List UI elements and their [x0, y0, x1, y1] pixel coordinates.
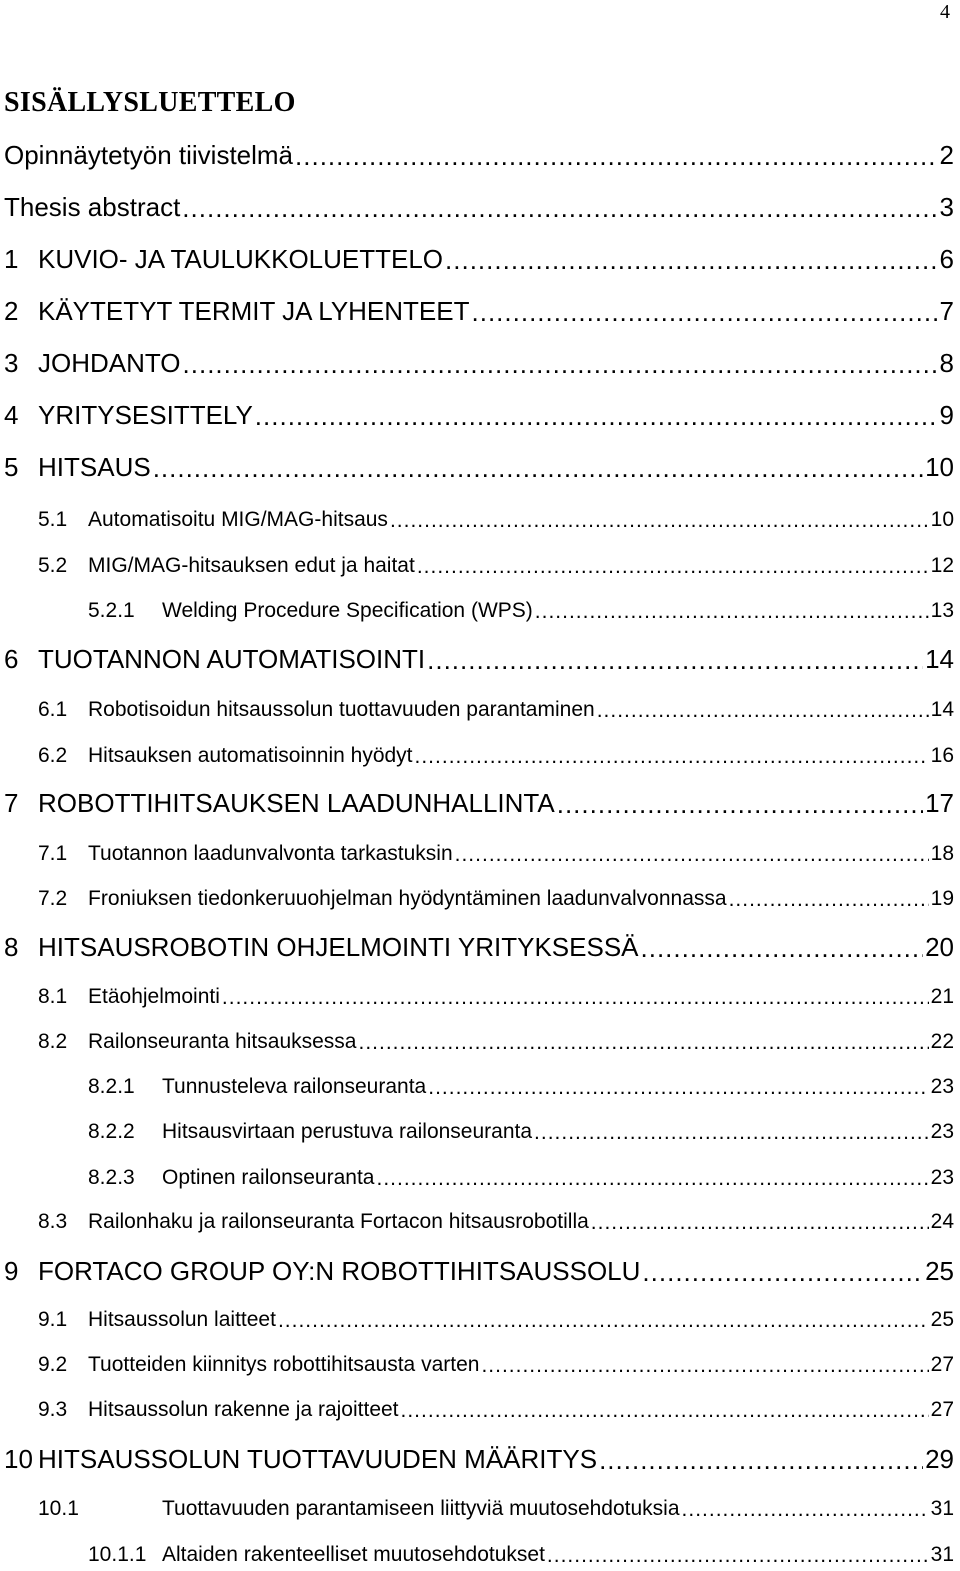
toc-entry-label: ROBOTTIHITSAUKSEN LAADUNHALLINTA: [38, 788, 555, 818]
toc-entry-label: Etäohjelmointi: [88, 985, 220, 1008]
toc-entry[interactable]: [0, 452, 960, 486]
toc-entry[interactable]: [0, 842, 960, 870]
toc-entry[interactable]: [0, 644, 960, 678]
toc-entry[interactable]: [0, 985, 960, 1013]
dot-leader: [222, 986, 929, 1007]
toc-entry-page: 3: [939, 192, 954, 222]
toc-entry-label: KUVIO- JA TAULUKKOLUETTELO: [38, 244, 444, 274]
toc-entry-number: 5.1: [38, 508, 68, 531]
toc-entry-label: KÄYTETYT TERMIT JA LYHENTEET: [38, 296, 470, 326]
dot-leader: [153, 453, 923, 479]
toc-entry-page: 25: [925, 1256, 954, 1286]
dot-leader: [182, 193, 937, 219]
toc-entry-number: 10.1.1: [88, 1543, 147, 1566]
toc-entry-number: 6.2: [38, 744, 68, 767]
toc-entry-number: 10: [4, 1444, 33, 1474]
toc-entry-label: Opinnäytetyön tiivistelmä: [4, 140, 294, 170]
dot-leader: [255, 401, 938, 427]
toc-entry[interactable]: [0, 744, 960, 772]
dot-leader: [597, 699, 929, 720]
toc-entry-label: MIG/MAG-hitsauksen edut ja haitat: [88, 554, 415, 577]
toc-entry-page: 22: [930, 1030, 954, 1053]
dot-leader: [401, 1399, 929, 1420]
toc-entry-number: 3: [4, 348, 19, 378]
toc-entry-page: 31: [930, 1543, 954, 1566]
toc-entry-number: 4: [4, 400, 19, 430]
toc-entry-page: 31: [930, 1497, 954, 1520]
toc-entry-label: Optinen railonseuranta: [162, 1166, 375, 1189]
toc-entry-number: 8.1: [38, 985, 68, 1008]
toc-entry-number: 9: [4, 1256, 19, 1286]
toc-entry[interactable]: [0, 1075, 960, 1103]
toc-entry-number: 9.3: [38, 1398, 68, 1421]
toc-entry-label: Thesis abstract: [4, 192, 181, 222]
toc-entry[interactable]: [0, 296, 960, 330]
dot-leader: [295, 141, 938, 167]
dot-leader: [359, 1031, 929, 1052]
toc-entry-label: Robotisoidun hitsaussolun tuottavuuden parantaminen: [88, 698, 595, 721]
dot-leader: [427, 645, 923, 671]
dot-leader: [445, 245, 938, 271]
toc-entry-number: 5.2.1: [88, 599, 135, 622]
toc-entry[interactable]: [0, 1120, 960, 1148]
dot-leader: [729, 888, 929, 909]
toc-entry-page: 29: [925, 1444, 954, 1474]
toc-entry-page: 23: [930, 1075, 954, 1098]
toc-entry-number: 5.2: [38, 554, 68, 577]
toc-entry-page: 23: [930, 1120, 954, 1143]
toc-entry-number: 9.1: [38, 1308, 68, 1331]
toc-entry-label: Railonseuranta hitsauksessa: [88, 1030, 357, 1053]
dot-leader: [390, 509, 929, 530]
toc-entry[interactable]: [0, 1353, 960, 1381]
toc-entry-number: 8.2.3: [88, 1166, 135, 1189]
dot-leader: [557, 789, 923, 815]
toc-entry-label: Froniuksen tiedonkeruuohjelman hyödyntäminen laadunvalvonnassa: [88, 887, 727, 910]
toc-entry[interactable]: [0, 1398, 960, 1426]
toc-entry-label: Railonhaku ja railonseuranta Fortacon hitsausrobotilla: [88, 1210, 589, 1233]
toc-entry[interactable]: [0, 140, 960, 174]
toc-entry-label: Automatisoitu MIG/MAG-hitsaus: [88, 508, 388, 531]
toc-entry-number: 2: [4, 296, 19, 326]
toc-entry[interactable]: [0, 698, 960, 726]
dot-leader: [599, 1445, 923, 1471]
toc-entry-number: 7.1: [38, 842, 68, 865]
toc-entry-number: 10.1: [38, 1497, 79, 1520]
toc-title: SISÄLLYSLUETTELO: [4, 87, 296, 118]
toc-entry[interactable]: [0, 1543, 960, 1571]
dot-leader: [641, 933, 924, 959]
toc-entry-number: 8.2.1: [88, 1075, 135, 1098]
toc-entry[interactable]: [0, 348, 960, 382]
toc-entry-number: 8.2: [38, 1030, 68, 1053]
toc-entry-page: 25: [930, 1308, 954, 1331]
toc-entry[interactable]: [0, 508, 960, 536]
toc-entry-page: 16: [930, 744, 954, 767]
toc-entry[interactable]: [0, 887, 960, 915]
toc-entry-number: 9.2: [38, 1353, 68, 1376]
toc-entry-label: Hitsausvirtaan perustuva railonseuranta: [162, 1120, 533, 1143]
toc-entry-label: Altaiden rakenteelliset muutosehdotukset: [162, 1543, 545, 1566]
toc-entry-page: 2: [939, 140, 954, 170]
dot-leader: [642, 1257, 923, 1283]
toc-entry-label: HITSAUSROBOTIN OHJELMOINTI YRITYKSESSÄ: [38, 932, 639, 962]
toc-entry-number: 8: [4, 932, 19, 962]
dot-leader: [415, 745, 929, 766]
toc-entry-page: 27: [930, 1398, 954, 1421]
toc-entry-number: 5: [4, 452, 19, 482]
toc-entry-page: 13: [930, 599, 954, 622]
toc-entry-label: Tuotteiden kiinnitys robottihitsausta varten: [88, 1353, 480, 1376]
dot-leader: [455, 843, 929, 864]
toc-entry[interactable]: [0, 244, 960, 278]
toc-entry-page: 8: [939, 348, 954, 378]
toc-entry-label: YRITYSESITTELY: [38, 400, 253, 430]
toc-entry-page: 14: [925, 644, 954, 674]
dot-leader: [183, 349, 938, 375]
toc-entry-label: Welding Procedure Specification (WPS): [162, 599, 533, 622]
toc-entry-label: Tuottavuuden parantamiseen liittyviä muutosehdotuksia: [162, 1497, 680, 1520]
toc-entry-label: HITSAUSSOLUN TUOTTAVUUDEN MÄÄRITYS: [38, 1444, 598, 1474]
dot-leader: [428, 1076, 928, 1097]
dot-leader: [535, 600, 929, 621]
toc-entry-page: 10: [925, 452, 954, 482]
toc-entry-number: 6: [4, 644, 19, 674]
toc-entry-number: 7.2: [38, 887, 68, 910]
toc-entry[interactable]: [0, 1444, 960, 1478]
toc-entry-page: 23: [930, 1166, 954, 1189]
toc-entry-label: Tuotannon laadunvalvonta tarkastuksin: [88, 842, 453, 865]
toc-entry[interactable]: [0, 1308, 960, 1336]
toc-entry[interactable]: [0, 1166, 960, 1194]
dot-leader: [547, 1544, 929, 1565]
dot-leader: [591, 1211, 929, 1232]
toc-entry[interactable]: [0, 400, 960, 434]
toc-entry-label: Hitsaussolun laitteet: [88, 1308, 276, 1331]
toc-entry[interactable]: [0, 554, 960, 582]
toc-entry-page: 10: [930, 508, 954, 531]
dot-leader: [682, 1498, 929, 1519]
toc-entry[interactable]: [0, 1030, 960, 1058]
toc-entry[interactable]: [0, 1497, 960, 1525]
toc-entry-page: 27: [930, 1353, 954, 1376]
toc-entry-label: FORTACO GROUP OY:N ROBOTTIHITSAUSSOLU: [38, 1256, 641, 1286]
dot-leader: [481, 1354, 928, 1375]
toc-entry-number: 6.1: [38, 698, 68, 721]
dot-leader: [417, 555, 929, 576]
dot-leader: [376, 1167, 928, 1188]
toc-entry[interactable]: [0, 788, 960, 822]
toc-entry-number: 8.3: [38, 1210, 68, 1233]
toc-entry[interactable]: [0, 1210, 960, 1238]
toc-entry-label: TUOTANNON AUTOMATISOINTI: [38, 644, 426, 674]
toc-entry-page: 21: [930, 985, 954, 1008]
toc-entry-number: 7: [4, 788, 19, 818]
toc-entry-page: 7: [939, 296, 954, 326]
toc-entry-label: JOHDANTO: [38, 348, 181, 378]
toc-entry-page: 9: [939, 400, 954, 430]
toc-entry[interactable]: [0, 932, 960, 966]
toc-entry-page: 14: [930, 698, 954, 721]
toc-entry-page: 19: [930, 887, 954, 910]
toc-entry-label: HITSAUS: [38, 452, 151, 482]
toc-entry[interactable]: [0, 192, 960, 226]
toc-entry-page: 20: [925, 932, 954, 962]
dot-leader: [472, 297, 938, 323]
page-number: 4: [940, 1, 950, 23]
toc-entry[interactable]: [0, 599, 960, 627]
dot-leader: [534, 1121, 929, 1142]
toc-entry-page: 6: [939, 244, 954, 274]
dot-leader: [278, 1309, 929, 1330]
toc-entry-page: 12: [930, 554, 954, 577]
toc-entry-label: Tunnusteleva railonseuranta: [162, 1075, 427, 1098]
toc-entry-number: 1: [4, 244, 19, 274]
toc-entry-page: 24: [930, 1210, 954, 1233]
toc-entry-number: 8.2.2: [88, 1120, 135, 1143]
toc-entry-page: 18: [930, 842, 954, 865]
toc-entry[interactable]: [0, 1256, 960, 1290]
toc-entry-page: 17: [925, 788, 954, 818]
toc-entry-label: Hitsauksen automatisoinnin hyödyt: [88, 744, 413, 767]
toc-entry-label: Hitsaussolun rakenne ja rajoitteet: [88, 1398, 399, 1421]
